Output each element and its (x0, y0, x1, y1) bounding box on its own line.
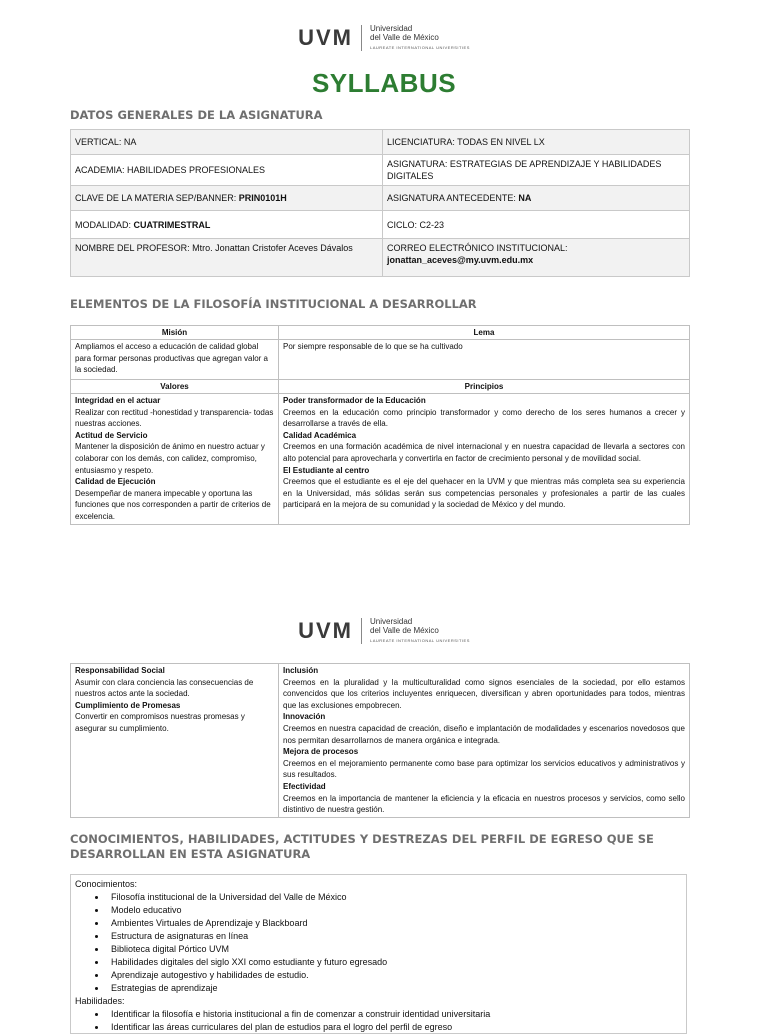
lema-header: Lema (279, 326, 690, 340)
habilidades-label: Habilidades: (75, 996, 125, 1006)
principio-text: Creemos en nuestra capacidad de creación, diseño e implantación de modalidades y escenarios novedosos que nos permitan desarrollarnos de manera orgánica e integrada. (283, 723, 685, 745)
mision-text: Ampliamos el acceso a educación de calidad global para formar personas productivas que agregan valor a la sociedad. (71, 340, 279, 380)
principio-title: Inclusión (283, 666, 319, 675)
principio-text: Creemos en el mejoramiento permanente como base para optimizar los servicios educativos y administrativos y sus resultados. (283, 758, 685, 780)
valor-title: Cumplimiento de Promesas (75, 700, 181, 710)
antecedente-cell (383, 186, 690, 211)
valor-text: Desempeñar de manera impecable y oportuna las funciones que nos corresponden a partir de criterios de excelencia. (75, 488, 271, 521)
logo-line1: Universidad (370, 617, 413, 626)
principio-title: Poder transformador de la Educación (283, 396, 426, 405)
clave-cell (71, 186, 383, 211)
valor-text: Asumir con clara conciencia las consecuencias de nuestros actos ante la sociedad. (75, 677, 254, 699)
principio-title: El Estudiante al centro (283, 465, 370, 475)
list-item: • Ambientes Virtuales de Aprendizaje y Blackboard (107, 917, 682, 930)
list-item: • Estructura de asignaturas en línea (107, 930, 682, 943)
mision-header: Misión (71, 326, 279, 340)
list-item: • Estrategias de aprendizaje (107, 982, 682, 995)
modalidad-label: MODALIDAD: (75, 219, 134, 230)
principio-title: Innovación (283, 712, 326, 722)
valor-title: Integridad en el actuar (75, 396, 161, 405)
profile-box (70, 874, 687, 1034)
valor-title: Actitud de Servicio (75, 430, 148, 440)
list-item: • Identificar las áreas curriculares del plan de estudios para el logro del perfil de egreso (107, 1021, 682, 1034)
logo-line2: del Valle de México (370, 626, 439, 635)
principio-text: Creemos que el estudiante es el eje del quehacer en la UVM y que mientras más completa sea su experiencia en la Universidad, más sólidas serán sus competencias personales y profesionales a partir de las cuales participará en la mejora de su comunidad y la sociedad de México y del mundo. (283, 477, 685, 510)
logo-line3: LAUREATE INTERNATIONAL UNIVERSITIES (370, 45, 470, 50)
antecedente-label: ASIGNATURA ANTECEDENTE: (387, 193, 519, 203)
correo-cell (383, 239, 690, 277)
ciclo-cell: CICLO: C2-23 (383, 211, 690, 239)
principio-title: Efectividad (283, 781, 326, 791)
philosophy-table-continued (70, 663, 690, 818)
logo-line3: LAUREATE INTERNATIONAL UNIVERSITIES (370, 638, 470, 643)
logo-divider (361, 25, 362, 51)
section-general-heading: DATOS GENERALES DE LA ASIGNATURA (70, 108, 323, 122)
list-item: • Biblioteca digital Pórtico UVM (107, 943, 682, 956)
vertical-cell: VERTICAL: NA (71, 130, 383, 155)
uvm-logo-page2 (0, 617, 768, 645)
correo-value: jonattan_aceves@my.uvm.edu.mx (387, 255, 534, 265)
list-item: • Filosofía institucional de la Universidad del Valle de México (107, 891, 682, 904)
valor-text: Convertir en compromisos nuestras promesas y asegurar su cumplimiento. (75, 712, 245, 733)
list-item: • Habilidades digitales del siglo XXI como estudiante y futuro egresado (107, 956, 682, 969)
logo-line1: Universidad (370, 24, 413, 33)
logo-text (370, 24, 470, 52)
list-item: • Aprendizaje autogestivo y habilidades de estudio. (107, 969, 682, 982)
clave-value: PRIN0101H (238, 193, 287, 203)
valores-header: Valores (71, 380, 279, 394)
list-item: • Modelo educativo (107, 904, 682, 917)
principio-title: Mejora de procesos (283, 747, 359, 757)
list-item: • Identificar la filosofía e historia institucional a fin de comenzar a construir identidad universitaria (107, 1008, 682, 1021)
philosophy-table (70, 325, 690, 525)
conocimientos-list (75, 891, 682, 995)
principio-text: Creemos en la educación como principio transformador y como derecho de los seres humanos a crecer y desarrollarse a través de ella. (283, 407, 685, 429)
general-data-table (70, 129, 690, 277)
valor-text: Realizar con rectitud -honestidad y transparencia- todas nuestras acciones. (75, 407, 274, 429)
lema-text: Por siempre responsable de lo que se ha cultivado (279, 340, 690, 380)
principio-text: Creemos en la pluralidad y la multiculturalidad como signos esenciales de la sociedad, por ello estamos convencidos que los criterios incluyentes enriquecen, diversifican y abren oportunidades para todos, mientras que las exclusiones empobrecen. (283, 677, 685, 710)
section-profile-heading: CONOCIMIENTOS, HABILIDADES, ACTITUDES Y DESTREZAS DEL PERFIL DE EGRESO QUE SE DESARROLLAN EN ESTA ASIGNATURA (70, 832, 654, 861)
valor-text: Mantener la disposición de ánimo en nuestro actuar y colaborar con los demás, con calidez, compromiso, entusiasmo y respeto. (75, 442, 265, 475)
page-title: SYLLABUS (311, 68, 457, 98)
valor-title: Responsabilidad Social (75, 666, 165, 675)
correo-label: CORREO ELECTRÓNICO INSTITUCIONAL: (387, 243, 568, 253)
principio-text: Creemos en la importancia de mantener la eficiencia y la eficacia en nuestros procesos y servicios, como sello distintivo de nuestra gestión. (283, 793, 685, 815)
habilidades-list (75, 1008, 682, 1034)
logo-divider (361, 618, 362, 644)
academia-cell: ACADEMIA: HABILIDADES PROFESIONALES (71, 155, 383, 186)
logo-text (370, 617, 470, 645)
logo-brand: UVM (298, 618, 353, 643)
logo-brand: UVM (298, 25, 353, 50)
principio-title: Calidad Académica (283, 430, 357, 440)
principios-header: Principios (279, 380, 690, 394)
conocimientos-label: Conocimientos: (75, 879, 138, 889)
licenciatura-cell: LICENCIATURA: TODAS EN NIVEL LX (383, 130, 690, 155)
valores-cell (71, 394, 279, 525)
uvm-logo (0, 24, 768, 52)
valores-cell-continued (71, 664, 279, 818)
profesor-cell: NOMBRE DEL PROFESOR: Mtro. Jonattan Cristofer Aceves Dávalos (71, 239, 383, 277)
modalidad-cell (71, 211, 383, 239)
modalidad-value: CUATRIMESTRAL (133, 219, 211, 230)
principio-text: Creemos en una formación académica de nivel internacional y en nuestra capacidad de llevarla a sectores con alto potencial para aprovecharla y convertirla en factor de crecimiento personal y de movilidad social. (283, 442, 685, 463)
valor-title: Calidad de Ejecución (75, 477, 156, 487)
section-philosophy-heading: ELEMENTOS DE LA FILOSOFÍA INSTITUCIONAL A DESARROLLAR (70, 297, 477, 311)
asignatura-cell: ASIGNATURA: ESTRATEGIAS DE APRENDIZAJE Y HABILIDADES DIGITALES (383, 155, 690, 186)
principios-cell (279, 394, 690, 525)
clave-label: CLAVE DE LA MATERIA SEP/BANNER: (75, 193, 239, 203)
antecedente-value: NA (518, 193, 532, 203)
logo-line2: del Valle de México (370, 33, 439, 42)
principios-cell-continued (279, 664, 690, 818)
